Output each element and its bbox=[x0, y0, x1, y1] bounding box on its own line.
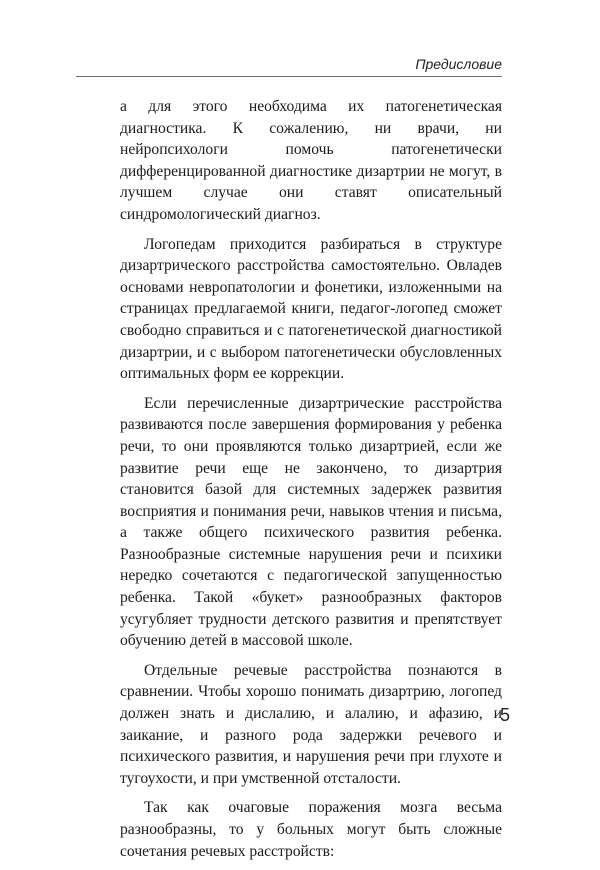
page-number: 5 bbox=[499, 705, 510, 725]
paragraph-4: Отдельные речевые расстройства познаются в сравнении. Чтобы хорошо понимать дизартрию, логопед должен знать и дислалию, и алалию, и афазию, и заикание, и разного рода задержки речевого и психического развития, и нарушения речи при глухоте и тугоухости, и при умственной отсталости. bbox=[120, 661, 502, 787]
body-text bbox=[120, 96, 502, 870]
paragraph-3: Если перечисленные дизартрические расстройства развиваются после завершения формирования у ребенка речи, то они проявляются только дизартрией, если же развитие речи еще не закончено, то дизартрия становится базой для системных задержек развития восприятия и понимания речи, навыков чтения и письма, а также общего психического развития ребенка. Разнообразные системные нарушения речи и психики нередко сочетаются с педагогической запущенностью ребенка. Такой «букет» разнообразных факторов усугубляет трудности детского развития и препятствует обучению детей в массовой школе. bbox=[120, 394, 502, 650]
paragraph-5: Так как очаговые поражения мозга весьма разнообразны, то у больных могут быть сложные сочетания речевых расстройств: bbox=[120, 799, 502, 860]
running-head bbox=[76, 56, 502, 77]
paragraph-1: а для этого необходима их патогенетическая диагностика. К сожалению, ни врачи, ни нейропсихологи помочь патогенетически дифференцированной диагностике дизартрии не могут, в лучшем случае они ставят описательный синдромологический диагноз. bbox=[120, 98, 502, 223]
running-head-title: Предисловие bbox=[415, 56, 502, 72]
paragraph-2: Логопедам приходится разбираться в структуре дизартрического расстройства самостоятельно. Овладев основами невропатологии и фонетики, изложенными на страницах предлагаемой книги, педагог-логопед сможет свободно справиться и с патогенетической диагностикой дизартрии, и с выбором патогенетически обусловленных оптимальных форм ее коррекции. bbox=[120, 235, 502, 383]
